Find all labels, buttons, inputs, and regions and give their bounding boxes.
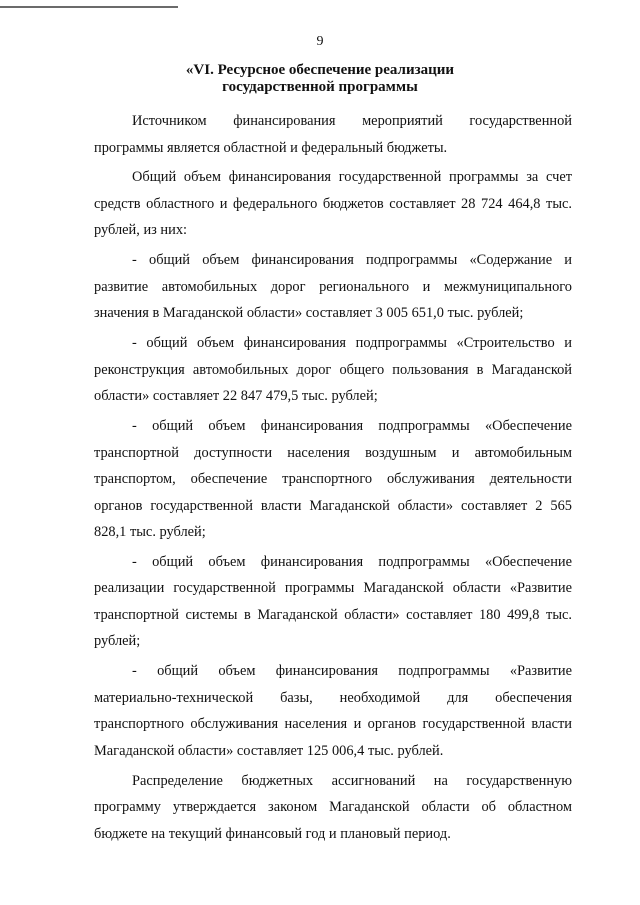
page-number: 9 xyxy=(316,34,324,49)
paragraph-subprogram-roads-construction: - общий объем финансирования подпрограммы «Строительство и реконструкция автомобильных дорог общего пользования в Магаданской области» составляет 22 847 479,5 тыс. рублей; xyxy=(94,335,572,405)
document-body xyxy=(94,108,572,851)
paragraph-subprogram-program-implementation: - общий объем финансирования подпрограммы «Обеспечение реализации государственной программы Магаданской области «Развитие транспортной системы в Магаданской области» составляет 180 499,8 тыс. рублей; xyxy=(94,553,572,650)
paragraph-subprogram-material-base: - общий объем финансирования подпрограммы «Развитие материально-технической базы, необходимой для обеспечения транспортного обслуживания населения и органов государственной власти Магаданской области» составляет 125 006,4 тыс. рублей. xyxy=(94,663,572,759)
section-heading-line-2: государственной программы xyxy=(222,79,418,95)
top-rule-line xyxy=(0,6,178,8)
paragraph-budget-allocation: Распределение бюджетных ассигнований на государственную программу утверждается законом Магаданской области об областном бюджете на текущий финансовый год и плановый период. xyxy=(94,772,572,842)
paragraph-subprogram-transport-accessibility: - общий объем финансирования подпрограммы «Обеспечение транспортной доступности населения воздушным и автомобильным транспортом, обеспечение транспортного обслуживания деятельности органов государственной власти Магаданской области» составляет 2 565 828,1 тыс. рублей; xyxy=(94,418,572,541)
section-heading xyxy=(0,62,640,96)
paragraph-total-funding: Общий объем финансирования государственной программы за счет средств областного и федерального бюджетов составляет 28 724 464,8 тыс. рублей, из них: xyxy=(94,169,572,239)
section-heading-line-1: «VI. Ресурсное обеспечение реализации xyxy=(185,62,455,78)
paragraph-subprogram-roads-maintenance: - общий объем финансирования подпрограммы «Содержание и развитие автомобильных дорог регионального и межмуниципального значения в Магаданской области» составляет 3 005 651,0 тыс. рублей; xyxy=(94,252,572,322)
paragraph-funding-source: Источником финансирования мероприятий государственной программы является областной и федеральный бюджеты. xyxy=(94,113,572,156)
